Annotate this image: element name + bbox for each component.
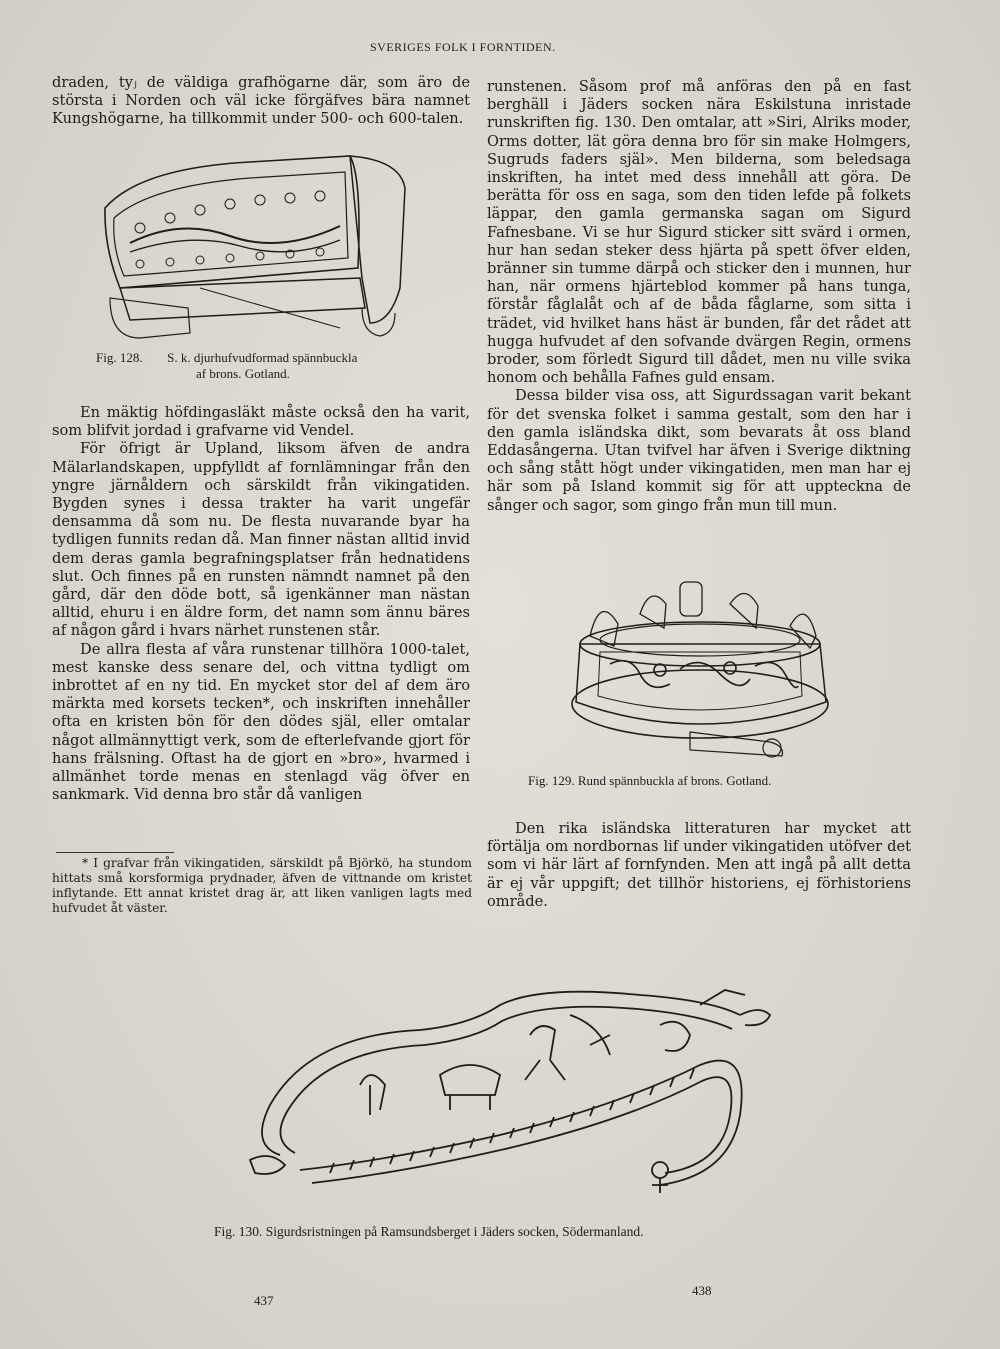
left-paragraph-2: För öfrigt är Upland, liksom äfven de andra Mälarlandskapen, uppfylldt af fornlämningar från den yngre järnåldern och särskildt från vikingatiden. Bygden synes i dessa trakter ha varit ungefär densamma då som nu. De flesta nuvarande byar ha tydligen funnits redan då. Man finner nästan alltid invid dem deras gamla begrafningsplatser från hednatidens slut. Och finnes på en runsten nämndt namnet på den gård, där den döde bott, så igenkänner man nästan alltid, ehuru i en äldre form, det namn som ännu bäres af någon gård i hvars närhet runstenen står. bbox=[52, 440, 470, 640]
page-number-right: 438 bbox=[692, 1283, 712, 1298]
right-closing bbox=[487, 820, 911, 911]
left-paragraph-1: En mäktig höfdingasläkt måste också den ha varit, som blifvit jordad i grafvarne vid Vendel. bbox=[52, 404, 470, 440]
intro-line-1: draden, tyⱼ de väldiga grafhögarne där, som äro de bbox=[52, 74, 470, 91]
fig130-caption: Fig. 130. Sigurdsristningen på Ramsundsberget i Jäders socken, Södermanland. bbox=[214, 1224, 644, 1239]
page-number-left: 437 bbox=[254, 1293, 274, 1308]
fig128-caption-line-2: af brons. Gotland. bbox=[196, 366, 290, 381]
right-closing-paragraph: Den rika isländska litteraturen har mycket att förtälja om nordbornas lif under vikingatiden utöfver det som vi här lärt af fornfynden. Men att ingå på allt detta är ej vår uppgift; det tillhör historiens, ej förhistoriens område. bbox=[487, 820, 911, 910]
left-body bbox=[52, 404, 470, 804]
fig130-sigurd-carving-illustration bbox=[240, 975, 780, 1209]
footnote-text: * I grafvar från vikingatiden, särskildt på Björkö, ha stundom hittats små korsformiga prydnader, äfven de vittnande om kristet inflytande. Ett annat kristet drag är, att liken vanligen lagts med hufvudet åt väster. bbox=[52, 856, 472, 915]
fig128-caption bbox=[96, 350, 357, 366]
running-head: SVERIGES FOLK I FORNTIDEN. bbox=[370, 40, 556, 54]
fig128-text-1: S. k. djurhufvudformad spännbuckla bbox=[167, 350, 358, 365]
fig128-brooch-illustration bbox=[100, 148, 430, 352]
right-body bbox=[487, 78, 911, 515]
footnote bbox=[52, 856, 472, 916]
intro-line-3: Kungshögarne, ha tillkommit under 500- och 600-talen. bbox=[52, 110, 464, 128]
fig129-caption: Fig. 129. Rund spännbuckla af brons. Gotland. bbox=[528, 773, 772, 788]
fig128-label: Fig. 128. bbox=[96, 350, 143, 365]
intro-line-2: största i Norden och väl icke förgäfves bära namnet bbox=[52, 92, 470, 110]
right-paragraph-1: runstenen. Såsom prof må anföras den på en fast berghäll i Jäders socken nära Eskilstuna inristade runskriften fig. 130. Den omtalar, att »Siri, Alriks moder, Orms dotter, lät göra denna bro för sin make Holmgers, Sugruds faders själ». Men bilderna, som beledsaga inskriften, ha intet med dess innehåll att göra. De berätta för oss en saga, som den tiden lefde på folkets läppar, den gamla germanska sagan om Sigurd Fafnesbane. Vi se hur Sigurd sticker sitt svärd i ormen, hur han sedan steker dess hjärta på spett öfver elden, bränner sin tumme därpå och sticker den i munnen, hur han, när ormens hjärteblod kommer på hans tunga, förstår fåglalåt och af de båda fåglarne, som sitta i trädet, vid hvilket hans häst är bunden, får det rådet att hugga hufvudet af den sofvande dvärgen Regin, ormens broder, som förledt Sigurd till dådet, men nu ville svika honom och behålla Fafnes guld ensam. bbox=[487, 78, 911, 387]
left-intro bbox=[52, 74, 470, 129]
left-paragraph-3: De allra flesta af våra runstenar tillhöra 1000-talet, mest kanske dess senare del, och vittna tydligt om inbrottet af en ny tid. En mycket stor del af dem äro märkta med korsets tecken*, och inskriften innehåller ofta en kristen bön för den dödes själ, eller omtalar något allmännyttigt verk, som de efterlefvande gjort för hans frälsning. Oftast ha de gjort en »bro», hvarmed i allmänhet torde menas en stenlagd väg öfver en sankmark. Vid denna bro står då vanligen bbox=[52, 640, 470, 804]
right-paragraph-2: Dessa bilder visa oss, att Sigurdssagan varit bekant för det svenska folket i samma gestalt, som den har i den gamla isländska dikt, som bevarats åt oss bland Eddasångerna. Utan tvifvel har äfven i Sverige diktning och sång stått högt under vikingatiden, men man har ej här som på Island kommit sig för att uppteckna de sånger och sagor, som gingo från mun till mun. bbox=[487, 387, 911, 514]
footnote-rule bbox=[56, 852, 174, 853]
fig129-brooch-illustration bbox=[570, 574, 840, 768]
